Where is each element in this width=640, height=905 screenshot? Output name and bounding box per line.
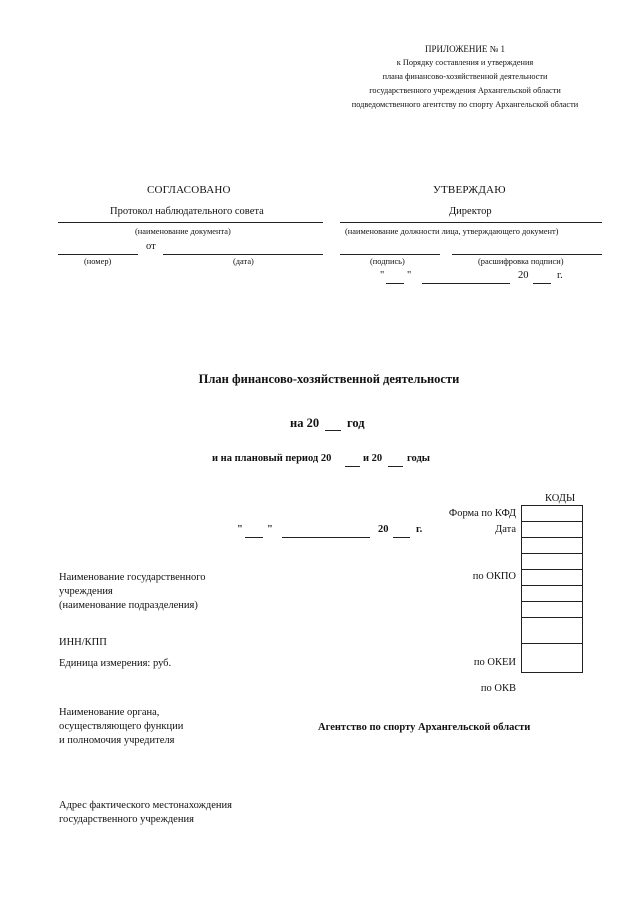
label-form: Форма по КФД	[448, 508, 516, 519]
approve-date-line	[380, 270, 580, 286]
agreed-heading: СОГЛАСОВАНО	[147, 184, 231, 196]
code-cell-6[interactable]	[522, 586, 583, 602]
code-cell-5[interactable]	[522, 570, 583, 586]
plan-year-underline	[325, 430, 341, 431]
approve-quote-close: "	[407, 270, 412, 281]
plan-year-suffix: год	[347, 416, 365, 430]
organ-label	[59, 706, 183, 748]
appendix-line-2: плана финансово-хозяйственной деятельности	[382, 72, 548, 81]
form-year-prefix: 20	[378, 524, 389, 535]
position-text: Директор	[449, 206, 492, 217]
appendix-line-1: к Порядку составления и утверждения	[396, 58, 534, 67]
position-caption: (наименование должности лица, утверждающего документ)	[345, 227, 559, 236]
approve-year-prefix: 20	[518, 270, 529, 281]
institution-line-2: учреждения	[59, 586, 113, 597]
signature-underline	[340, 254, 440, 255]
form-quote-close: "	[267, 524, 273, 535]
inn-label: ИНН/КПП	[59, 637, 107, 648]
code-cell-okpo[interactable]	[522, 554, 583, 570]
plan-title: План финансово-хозяйственной деятельности	[198, 372, 460, 386]
appendix-title: ПРИЛОЖЕНИЕ № 1	[424, 44, 506, 54]
address-line-2: государственного учреждения	[59, 814, 194, 825]
appendix-line-3: государственного учреждения Архангельской области	[369, 86, 561, 95]
date-underline	[163, 254, 323, 255]
number-caption: (номер)	[84, 257, 112, 266]
codes-heading: КОДЫ	[545, 493, 576, 504]
label-date: Дата	[495, 524, 516, 535]
organ-line-3: и полномочия учредителя	[59, 735, 175, 746]
position-underline	[340, 222, 602, 223]
period-middle: и 20	[363, 453, 383, 464]
signature-caption: (подпись)	[370, 257, 405, 266]
approve-year-underline	[533, 283, 551, 284]
period-underline-1	[345, 466, 360, 467]
approve-year-suffix: г.	[557, 270, 563, 281]
organ-value: Агентство по спорту Архангельской области	[318, 722, 531, 733]
label-okpo: по ОКПО	[472, 571, 516, 582]
approve-day-underline	[386, 283, 404, 284]
period-prefix: и на плановый период 20	[212, 453, 332, 464]
from-word: от	[146, 241, 156, 252]
plan-year-line	[290, 416, 390, 432]
form-day-underline	[245, 537, 263, 538]
label-okei: по ОКЕИ	[473, 657, 516, 668]
institution-line-3: (наименование подразделения)	[59, 600, 198, 611]
organ-line-1: Наименование органа,	[59, 707, 160, 718]
date-caption: (дата)	[233, 257, 254, 266]
form-year-underline	[393, 537, 410, 538]
decoding-caption: (расшифровка подписи)	[478, 257, 564, 266]
code-cell-form[interactable]	[522, 506, 583, 522]
protocol-underline	[58, 222, 323, 223]
appendix-block	[300, 42, 630, 112]
form-date-line	[237, 524, 437, 540]
form-quote-open: "	[237, 524, 243, 535]
period-underline-2	[388, 466, 403, 467]
code-cell-7[interactable]	[522, 602, 583, 618]
plan-period-line	[212, 453, 452, 469]
institution-label	[59, 571, 206, 613]
approve-quote-open: "	[380, 270, 385, 281]
institution-line-1: Наименование государственного	[59, 572, 206, 583]
appendix-line-4: подведомственного агентству по спорту Архангельской области	[351, 100, 579, 109]
unit-label: Единица измерения: руб.	[59, 658, 172, 669]
organ-line-2: осуществляющего функции	[59, 721, 184, 732]
protocol-text: Протокол наблюдательного совета	[110, 206, 264, 217]
label-okv: по ОКВ	[480, 683, 516, 694]
doc-caption: (наименование документа)	[135, 227, 231, 236]
approve-heading: УТВЕРЖДАЮ	[433, 184, 506, 196]
code-cell-okei[interactable]	[522, 618, 583, 644]
code-cell-okv[interactable]	[522, 644, 583, 673]
decoding-underline	[452, 254, 602, 255]
code-cell-date[interactable]	[522, 522, 583, 538]
form-month-underline	[282, 537, 370, 538]
plan-year-prefix: на 20	[290, 416, 320, 430]
form-year-suffix: г.	[416, 524, 423, 535]
period-suffix: годы	[407, 453, 430, 464]
code-cell-3[interactable]	[522, 538, 583, 554]
address-label	[59, 799, 232, 827]
number-underline	[58, 254, 138, 255]
approve-month-underline	[422, 283, 510, 284]
codes-table	[521, 505, 583, 673]
address-line-1: Адрес фактического местонахождения	[59, 800, 232, 811]
